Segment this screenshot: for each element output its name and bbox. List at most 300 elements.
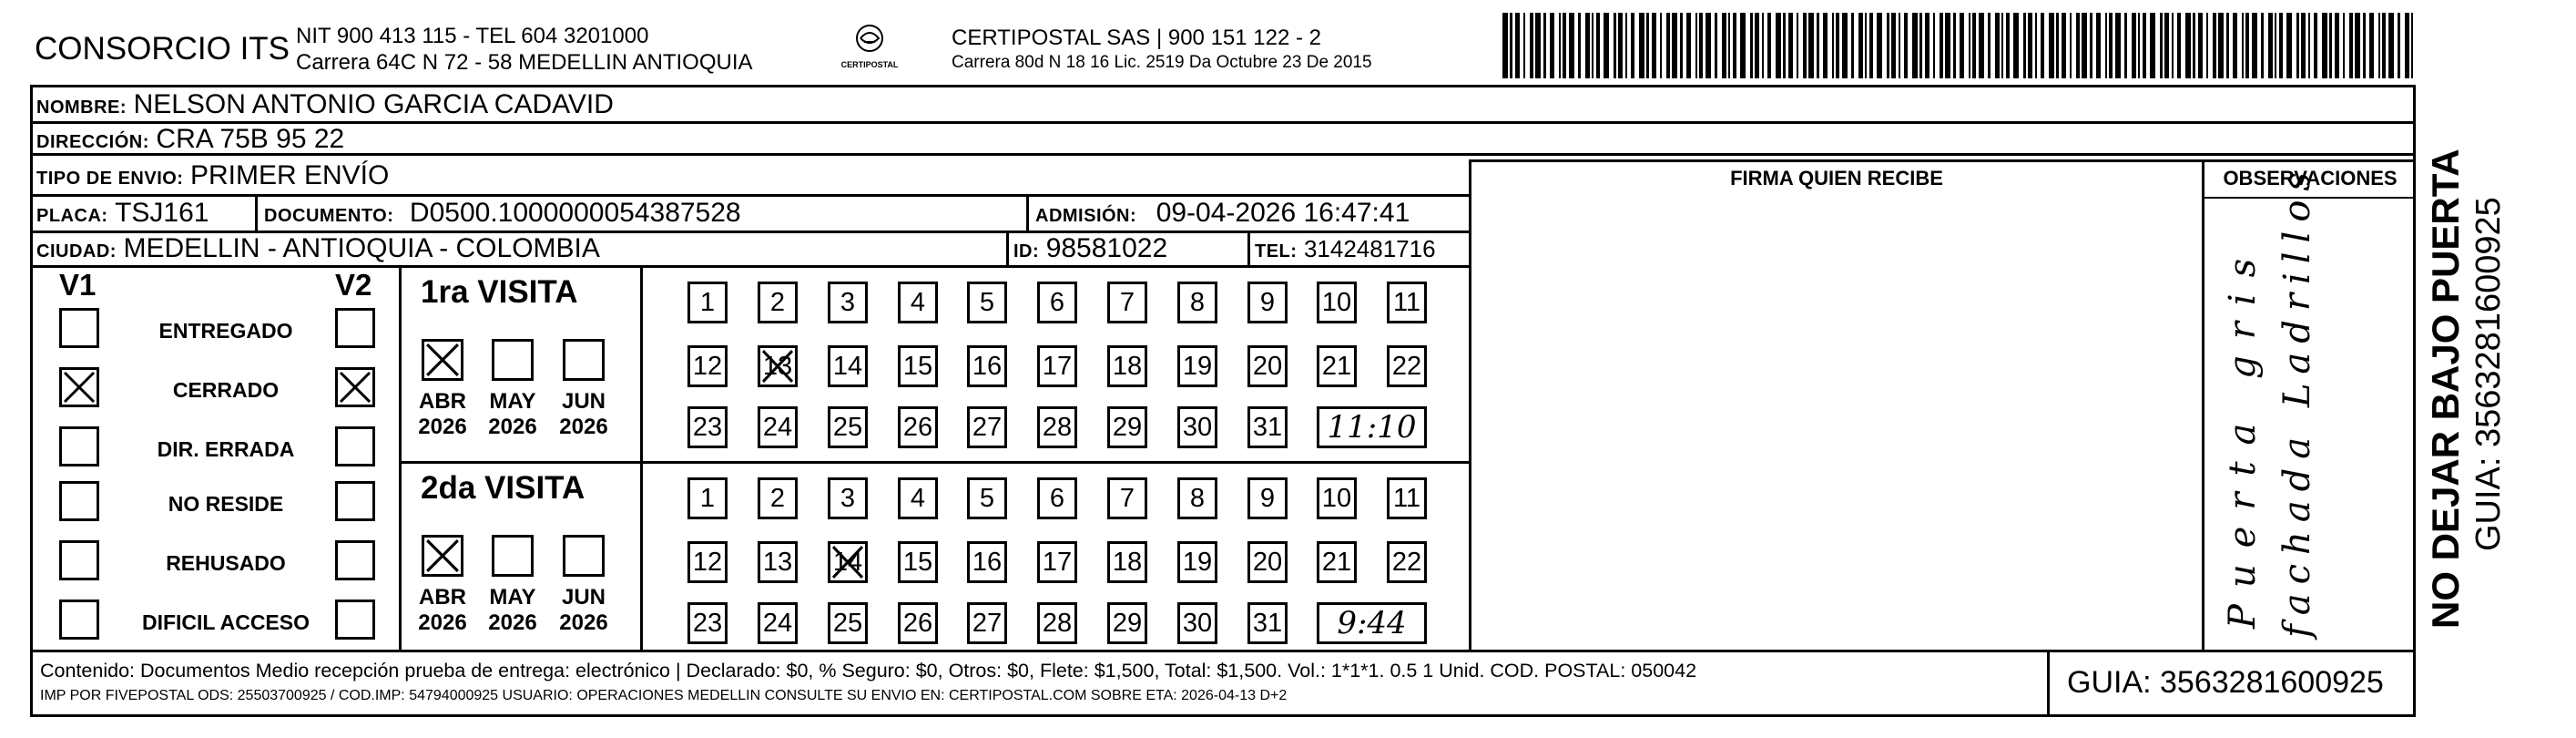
day-box[interactable]: [758, 602, 798, 644]
barcode-bar: [2398, 13, 2400, 78]
admision-label: ADMISIÓN:: [1035, 206, 1137, 226]
barcode-bar: [2115, 13, 2121, 78]
month-year: 2026: [418, 415, 467, 439]
barcode-bar: [1722, 13, 1726, 78]
month-name: MAY: [489, 389, 536, 414]
barcode-bar: [1783, 13, 1786, 78]
logo-text: CERTIPOSTAL: [840, 60, 899, 69]
day-box[interactable]: [828, 602, 868, 644]
barcode-bar: [1592, 13, 1593, 78]
barcode-bar: [2242, 13, 2244, 78]
observaciones-header: OBSERVACIONES: [2223, 167, 2398, 190]
barcode-bar: [2343, 13, 2345, 78]
barcode-bar: [2062, 13, 2066, 78]
day-box[interactable]: [828, 345, 868, 387]
day-box[interactable]: [898, 602, 938, 644]
barcode-bar: [2185, 13, 2191, 78]
carrier-license-line: Carrera 80d N 18 16 Lic. 2519 Da Octubre 23 De 2015: [952, 53, 1372, 72]
day-number: 8: [1189, 288, 1206, 317]
barcode-bar: [1940, 13, 1943, 78]
barcode-bar: [1686, 13, 1691, 78]
documento-value: D0500.1000000054387528: [409, 198, 741, 228]
month-name: JUN: [561, 585, 606, 610]
documento-field: [264, 200, 741, 227]
barcode-bar: [1530, 13, 1533, 78]
barcode-bar: [1960, 13, 1964, 78]
barcode-bar: [2286, 13, 2292, 78]
day-number: 3: [840, 484, 856, 513]
barcode-bar: [2308, 13, 2310, 78]
day-box[interactable]: [828, 406, 868, 448]
status-label: ENTREGADO: [158, 319, 293, 343]
barcode-bar: [1502, 13, 1508, 78]
day-box[interactable]: [1177, 282, 1217, 323]
v1-checkbox[interactable]: [59, 540, 99, 580]
day-box[interactable]: [1247, 406, 1288, 448]
day-box[interactable]: [687, 345, 728, 387]
barcode-bar: [1953, 13, 1956, 78]
barcode-bar: [1887, 13, 1889, 78]
visit-time[interactable]: 11:10: [1317, 406, 1427, 448]
month-checkbox[interactable]: [422, 339, 463, 381]
day-number: 18: [1112, 352, 1143, 381]
month-name: ABR: [419, 585, 466, 610]
day-box[interactable]: [1037, 602, 1077, 644]
barcode-bar: [2082, 13, 2087, 78]
barcode-bar: [1660, 13, 1662, 78]
tel-value: 3142481716: [1303, 235, 1436, 262]
barcode-bar: [2198, 13, 2203, 78]
v1-checkbox[interactable]: [59, 367, 99, 407]
month-label: [411, 389, 474, 440]
barcode-bar: [2363, 13, 2366, 78]
barcode-bar: [1865, 13, 1867, 78]
ciudad-value: MEDELLIN - ANTIOQUIA - COLOMBIA: [123, 233, 600, 263]
barcode-bar: [2335, 13, 2339, 78]
day-number: 26: [902, 609, 933, 638]
barcode-bar: [2124, 13, 2127, 78]
month-name: MAY: [489, 585, 536, 610]
month-label: [411, 585, 474, 636]
barcode-bar: [2132, 13, 2136, 78]
barcode-bar: [1836, 13, 1839, 78]
month-year: 2026: [559, 415, 608, 439]
side-guia: GUIA: 3563281600925: [2469, 197, 2508, 551]
v1-checkbox[interactable]: [59, 600, 99, 640]
month-name: ABR: [419, 389, 466, 414]
barcode-bar: [1596, 13, 1600, 78]
day-box[interactable]: [687, 477, 728, 519]
barcode-bar: [2261, 13, 2264, 78]
visit-time[interactable]: 9:44: [1317, 602, 1427, 644]
day-number: 1: [699, 288, 716, 317]
barcode-bar: [1569, 13, 1574, 78]
certipostal-logo: [833, 20, 906, 75]
barcode-bar: [1767, 13, 1771, 78]
no-dejar-warning: NO DEJAR BAJO PUERTA: [2424, 149, 2467, 629]
barcode-bar: [1851, 13, 1854, 78]
day-box[interactable]: [1177, 602, 1217, 644]
month-label: [481, 585, 545, 636]
barcode-bar: [2349, 13, 2353, 78]
barcode-bar: [1715, 13, 1717, 78]
day-number: 24: [762, 413, 793, 442]
v2-label: V2: [335, 268, 372, 302]
barcode-bar: [1945, 13, 1950, 78]
barcode-bar: [2105, 13, 2107, 78]
day-number: 27: [972, 609, 1003, 638]
barcode-bar: [1776, 13, 1781, 78]
month-checkbox[interactable]: [422, 535, 463, 577]
day-box[interactable]: [1107, 406, 1147, 448]
barcode-bar: [1523, 13, 1525, 78]
day-box[interactable]: [1107, 345, 1147, 387]
day-box[interactable]: [758, 345, 798, 387]
barcode-bar: [1912, 13, 1918, 78]
day-number: 29: [1112, 609, 1143, 638]
day-box[interactable]: [967, 406, 1007, 448]
barcode-bar: [2411, 13, 2413, 78]
day-number: 6: [1049, 484, 1065, 513]
day-number: 14: [832, 548, 863, 577]
barcode-bar: [2405, 13, 2409, 78]
carrier-name-line: CERTIPOSTAL SAS | 900 151 122 - 2: [952, 26, 1321, 50]
barcode-bar: [2279, 13, 2283, 78]
day-number: 7: [1119, 484, 1135, 513]
barcode-bar: [1904, 13, 1908, 78]
day-number: 16: [972, 548, 1003, 577]
barcode-bar: [2049, 13, 2054, 78]
day-number: 15: [902, 548, 933, 577]
direccion-field: [36, 126, 344, 153]
month-checkbox[interactable]: [492, 535, 534, 577]
day-number: 6: [1049, 288, 1065, 317]
barcode-bar: [2138, 13, 2140, 78]
barcode-bar: [1699, 13, 1703, 78]
day-number: 11: [1392, 288, 1421, 317]
day-box[interactable]: [1387, 541, 1427, 583]
footer-print-line: IMP POR FIVEPOSTAL ODS: 25503700925 / COD.IMP: 54794000925 USUARIO: OPERACIONES MEDELLIN CONSULTE SU ENVIO EN: CERTIPOSTAL.COM SOBRE ETA: 2026-04-13 D+2: [40, 688, 1288, 703]
obs-handwriting-2: fachada Ladrillos: [2276, 163, 2318, 638]
barcode-bar: [1652, 13, 1656, 78]
placa-field: [36, 200, 209, 227]
barcode-bar: [1925, 13, 1929, 78]
barcode-bar: [2013, 13, 2019, 78]
day-box[interactable]: [828, 477, 868, 519]
barcode-bar: [1639, 13, 1644, 78]
v1-label: V1: [59, 268, 97, 302]
barcode-bar: [1550, 13, 1554, 78]
barcode-bar: [2150, 13, 2155, 78]
day-box[interactable]: [828, 282, 868, 323]
admision-value: 09-04-2026 16:47:41: [1156, 198, 1410, 228]
day-number: 17: [1042, 352, 1073, 381]
barcode-bar: [1728, 13, 1730, 78]
barcode-bar: [1625, 13, 1627, 78]
day-box[interactable]: [1037, 282, 1077, 323]
day-box[interactable]: [1037, 345, 1077, 387]
day-box[interactable]: [1107, 602, 1147, 644]
v1-checkbox[interactable]: [59, 426, 99, 466]
day-box[interactable]: [687, 282, 728, 323]
barcode-bar: [1995, 13, 2000, 78]
barcode-bar: [2233, 13, 2237, 78]
day-number: 28: [1042, 413, 1073, 442]
barcode-bar: [1762, 13, 1764, 78]
barcode-bar: [1666, 13, 1670, 78]
barcode-bar: [1672, 13, 1677, 78]
day-number: 25: [832, 609, 863, 638]
status-label: REHUSADO: [166, 551, 286, 575]
day-number: 19: [1182, 548, 1213, 577]
barcode-bar: [2329, 13, 2332, 78]
day-number: 11: [1392, 484, 1421, 513]
day-number: 30: [1182, 609, 1213, 638]
day-number: 21: [1321, 352, 1352, 381]
day-box[interactable]: [1107, 282, 1147, 323]
day-box[interactable]: [967, 602, 1007, 644]
v1-checkbox[interactable]: [59, 308, 99, 348]
barcode-bar: [1680, 13, 1683, 78]
barcode-bar: [2226, 13, 2229, 78]
status-label: DIFICIL ACCESO: [141, 610, 310, 634]
day-box[interactable]: [1177, 406, 1217, 448]
barcode-bar: [2160, 13, 2163, 78]
day-number: 23: [692, 413, 723, 442]
nombre-value: NELSON ANTONIO GARCIA CADAVID: [133, 89, 614, 119]
barcode-bar: [1808, 13, 1814, 78]
barcode-bar: [2164, 13, 2169, 78]
status-label: NO RESIDE: [168, 492, 284, 516]
month-name: JUN: [561, 389, 606, 414]
barcode-bar: [2213, 13, 2216, 78]
day-number: 25: [832, 413, 863, 442]
day-number: 13: [762, 548, 793, 577]
day-box[interactable]: [898, 406, 938, 448]
month-year: 2026: [559, 610, 608, 635]
direccion-value: CRA 75B 95 22: [156, 124, 345, 154]
month-year: 2026: [488, 610, 537, 635]
day-number: 26: [902, 413, 933, 442]
day-box[interactable]: [758, 477, 798, 519]
day-x-mark: [760, 348, 795, 384]
day-number: 30: [1182, 413, 1213, 442]
day-box[interactable]: [828, 541, 868, 583]
day-number: 13: [762, 352, 793, 381]
day-box[interactable]: [687, 406, 728, 448]
tipo-envio-value: PRIMER ENVÍO: [189, 160, 390, 190]
day-number: 24: [762, 609, 793, 638]
day-box[interactable]: [1037, 541, 1077, 583]
barcode-bar: [1535, 13, 1541, 78]
month-year: 2026: [418, 610, 467, 635]
day-number: 23: [692, 609, 723, 638]
day-box[interactable]: [1247, 477, 1288, 519]
day-box[interactable]: [1247, 282, 1288, 323]
day-box[interactable]: [1247, 541, 1288, 583]
day-box[interactable]: [1387, 282, 1427, 323]
day-number: 20: [1252, 352, 1283, 381]
day-number: 10: [1321, 288, 1352, 317]
month-checkbox[interactable]: [563, 535, 605, 577]
barcode-bar: [2301, 13, 2306, 78]
day-box[interactable]: [758, 282, 798, 323]
day-box[interactable]: [1177, 345, 1217, 387]
barcode-bar: [1604, 13, 1609, 78]
barcode-bar: [1705, 13, 1711, 78]
barcode-bar: [2275, 13, 2276, 78]
barcode-bar: [1832, 13, 1834, 78]
barcode-bar: [2388, 13, 2394, 78]
day-number: 3: [840, 288, 856, 317]
barcode-bar: [1543, 13, 1546, 78]
barcode-bar: [2252, 13, 2257, 78]
day-number: 17: [1042, 548, 1073, 577]
day-number: 12: [692, 548, 723, 577]
month-year: 2026: [488, 415, 537, 439]
day-number: 31: [1252, 609, 1283, 638]
barcode-bar: [2056, 13, 2059, 78]
visit-title: 1ra VISITA: [421, 274, 578, 310]
v1-checkbox[interactable]: [59, 481, 99, 521]
ciudad-label: CIUDAD:: [36, 241, 117, 261]
day-box[interactable]: [1317, 477, 1357, 519]
barcode-bar: [1695, 13, 1697, 78]
month-checkbox[interactable]: [492, 339, 534, 381]
barcode-bar: [1969, 13, 1970, 78]
day-box[interactable]: [967, 345, 1007, 387]
day-box[interactable]: [898, 541, 938, 583]
barcode-bar: [2296, 13, 2299, 78]
company-address-line: Carrera 64C N 72 - 58 MEDELLIN ANTIOQUIA: [296, 50, 753, 75]
day-box[interactable]: [898, 345, 938, 387]
day-box[interactable]: [1317, 541, 1357, 583]
barcode-bar: [2001, 13, 2003, 78]
day-box[interactable]: [967, 282, 1007, 323]
company-nit-line: NIT 900 413 115 - TEL 604 3201000: [296, 24, 649, 48]
day-box[interactable]: [898, 477, 938, 519]
day-number: 16: [972, 352, 1003, 381]
day-box[interactable]: [1247, 345, 1288, 387]
day-box[interactable]: [967, 541, 1007, 583]
day-number: 5: [979, 288, 995, 317]
day-box[interactable]: [1037, 406, 1077, 448]
day-box[interactable]: [1247, 602, 1288, 644]
month-label: [552, 585, 616, 636]
month-label: [481, 389, 545, 440]
barcode-bar: [1740, 13, 1746, 78]
barcode-bar: [2268, 13, 2273, 78]
day-number: 22: [1391, 548, 1422, 577]
barcode-bar: [1618, 13, 1623, 78]
day-box[interactable]: [1387, 345, 1427, 387]
day-number: 10: [1321, 484, 1352, 513]
obs-handwriting-1: Puerta gris: [2222, 241, 2264, 629]
day-box[interactable]: [1177, 541, 1217, 583]
barcode-bar: [1510, 13, 1512, 78]
day-box[interactable]: [898, 282, 938, 323]
day-box[interactable]: [1177, 477, 1217, 519]
barcode-bar: [2193, 13, 2195, 78]
month-checkbox[interactable]: [563, 339, 605, 381]
day-box[interactable]: [967, 477, 1007, 519]
day-number: 31: [1252, 413, 1283, 442]
barcode-bar: [1919, 13, 1922, 78]
tipo-envio-label: TIPO DE ENVIO:: [36, 169, 184, 189]
day-number: 4: [910, 288, 926, 317]
barcode-bar: [2096, 13, 2101, 78]
tipo-envio-field: [36, 162, 389, 190]
day-box[interactable]: [758, 406, 798, 448]
day-box[interactable]: [1107, 477, 1147, 519]
barcode-bar: [1933, 13, 1935, 78]
barcode-bar: [1788, 13, 1793, 78]
barcode-bar: [2314, 13, 2317, 78]
day-box[interactable]: [687, 602, 728, 644]
barcode-bar: [2245, 13, 2249, 78]
barcode-bar: [1869, 13, 1873, 78]
day-number: 5: [979, 484, 995, 513]
documento-label: DOCUMENTO:: [264, 206, 394, 226]
barcode-bar: [2023, 13, 2026, 78]
barcode-bar: [1979, 13, 1984, 78]
barcode-bar: [1877, 13, 1882, 78]
day-number: 12: [692, 352, 723, 381]
day-number: 8: [1189, 484, 1206, 513]
barcode-bar: [1988, 13, 1991, 78]
day-box[interactable]: [1317, 345, 1357, 387]
day-box[interactable]: [1317, 282, 1357, 323]
day-number: 4: [910, 484, 926, 513]
direccion-label: DIRECCIÓN:: [36, 132, 149, 152]
barcode-bar: [2382, 13, 2386, 78]
barcode-bar: [1842, 13, 1848, 78]
day-box[interactable]: [1037, 477, 1077, 519]
day-number: 7: [1119, 288, 1135, 317]
barcode-bar: [1515, 13, 1520, 78]
barcode-bar: [2035, 13, 2037, 78]
nombre-field: [36, 91, 614, 118]
barcode-bar: [1614, 13, 1616, 78]
day-box[interactable]: [1387, 477, 1427, 519]
barcode-bar: [2028, 13, 2032, 78]
barcode-bar: [1858, 13, 1863, 78]
barcode-bar: [1803, 13, 1807, 78]
barcode-bar: [1797, 13, 1798, 78]
status-label: DIR. ERRADA: [157, 437, 295, 461]
day-number: 2: [769, 484, 786, 513]
footer-content-line: Contenido: Documentos Medio recepción prueba de entrega: electrónico | Declarado: $0, % Seguro: $0, Otros: $0, Flete: $1,500, Total: $1,500. Vol.: 1*1*1. 0.5 1 Unid. COD. POSTAL: 050042: [40, 660, 1697, 682]
day-number: 20: [1252, 548, 1283, 577]
ciudad-field: [36, 235, 600, 262]
day-box[interactable]: [1107, 541, 1147, 583]
day-box[interactable]: [687, 541, 728, 583]
day-number: 14: [832, 352, 863, 381]
day-x-mark: [830, 544, 865, 580]
placa-label: PLACA:: [36, 206, 108, 226]
barcode-bar: [1823, 13, 1828, 78]
barcode-bar: [1563, 13, 1566, 78]
day-box[interactable]: [758, 541, 798, 583]
barcode-bar: [2070, 13, 2072, 78]
barcode-bar: [2041, 13, 2044, 78]
barcode-bar: [1631, 13, 1634, 78]
placa-value: TSJ161: [115, 198, 209, 228]
barcode-bar: [1559, 13, 1561, 78]
day-number: 21: [1321, 548, 1352, 577]
tel-field: [1255, 237, 1436, 261]
status-label: CERRADO: [172, 378, 280, 402]
